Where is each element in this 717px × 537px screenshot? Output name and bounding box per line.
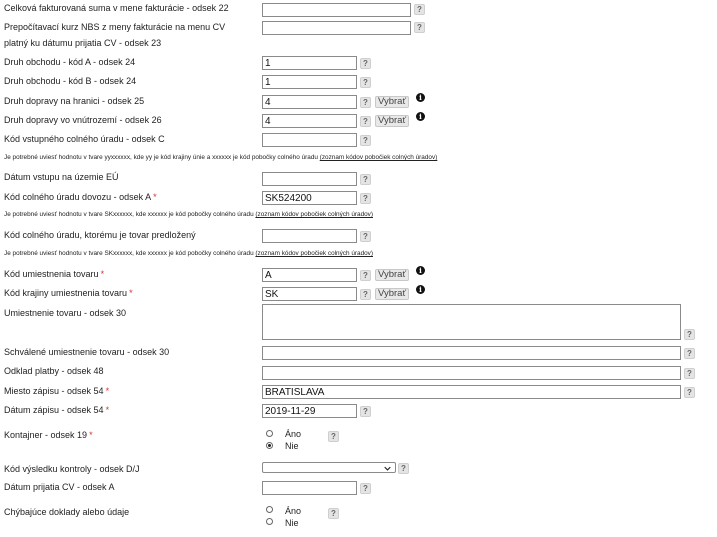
kurz-label-line2: platný ku dátumu prijatia CV - odsek 23 (4, 38, 162, 48)
kontajner-label (4, 430, 93, 441)
umiestnenie-kod-label-text: Kód umiestnenia tovaru (4, 269, 99, 279)
required-mark: * (89, 430, 93, 440)
vstupny-urad-input[interactable] (262, 133, 357, 147)
odklad-help-icon[interactable]: ? (684, 368, 695, 379)
doprava-vnutro-label: Druh dopravy vo vnútrozemí - odsek 26 (4, 115, 162, 125)
datum-zapisu-input[interactable]: 2019-11-29 (262, 404, 357, 418)
urad-predlozeny-label: Kód colného úradu, ktorému je tovar predložený (4, 230, 196, 240)
urad-dovozu-input[interactable]: SK524200 (262, 191, 357, 205)
umiestnenie-kod-choose-button[interactable]: Vybrať (375, 269, 409, 281)
miesto-zapisu-label (4, 386, 109, 397)
schvalene-input[interactable] (262, 346, 681, 360)
hint-note-1-text: Je potrebné uviesť hodnotu v tvare yyxxxxxx, kde yy je kód krajiny únie a xxxxxx je kód pobočky colného úradu (4, 154, 318, 161)
schvalene-help-icon[interactable]: ? (684, 348, 695, 359)
datum-prijatia-help-icon[interactable]: ? (360, 483, 371, 494)
chybajuce-label: Chýbajúce doklady alebo údaje (4, 507, 130, 517)
branch-codes-link-2[interactable]: (zoznam kódov pobočiek colných úradov) (255, 211, 373, 218)
umiestnenie-label: Umiestnenie tovaru - odsek 30 (4, 308, 127, 318)
doprava-vnutro-help-icon[interactable]: ? (360, 116, 371, 127)
druh-a-input[interactable]: 1 (262, 56, 357, 70)
kurz-help-icon[interactable]: ? (414, 22, 425, 33)
vysledok-help-icon[interactable]: ? (398, 463, 409, 474)
krajina-umiestnenia-choose-button[interactable]: Vybrať (375, 288, 409, 300)
required-mark: * (105, 405, 110, 415)
doprava-hranica-label: Druh dopravy na hranici - odsek 25 (4, 96, 145, 106)
urad-predlozeny-input[interactable] (262, 229, 357, 243)
hint-note-2-text: Je potrebné uviesť hodnotu v tvare SKxxxxxx, kde xxxxxx je kód pobočky colného úradu (4, 211, 254, 218)
krajina-umiestnenia-label-text: Kód krajiny umiestnenia tovaru (4, 288, 128, 298)
kontajner-label-text: Kontajner - odsek 19 (4, 430, 88, 440)
celkova-help-icon[interactable]: ? (414, 4, 425, 15)
chybajuce-radio-nie[interactable] (266, 518, 273, 525)
druh-b-help-icon[interactable]: ? (360, 77, 371, 88)
schvalene-label: Schválené umiestnenie tovaru - odsek 30 (4, 347, 170, 357)
krajina-umiestnenia-info-icon[interactable]: i (416, 285, 425, 294)
umiestnenie-textarea[interactable] (262, 304, 681, 340)
kurz-input[interactable] (262, 21, 411, 35)
odklad-label: Odklad platby - odsek 48 (4, 366, 104, 376)
branch-codes-link-3[interactable]: (zoznam kódov pobočiek colných úradov) (255, 250, 373, 257)
doprava-vnutro-input[interactable]: 4 (262, 114, 357, 128)
umiestnenie-kod-help-icon[interactable]: ? (360, 270, 371, 281)
druh-a-help-icon[interactable]: ? (360, 58, 371, 69)
umiestnenie-help-icon[interactable]: ? (684, 329, 695, 340)
hint-note-2 (4, 211, 373, 219)
doprava-vnutro-info-icon[interactable]: i (416, 112, 425, 121)
kurz-label-line1: Prepočítavací kurz NBS z meny fakturácie na menu CV (4, 22, 226, 32)
miesto-zapisu-label-text: Miesto zápisu - odsek 54 (4, 386, 104, 396)
hint-note-3 (4, 250, 373, 258)
hint-note-1 (4, 154, 437, 162)
chybajuce-radio-ano[interactable] (266, 506, 273, 513)
kontajner-radio-ano-label[interactable]: Áno (285, 429, 302, 439)
doprava-hranica-help-icon[interactable]: ? (360, 97, 371, 108)
krajina-umiestnenia-label (4, 288, 133, 299)
required-mark: * (153, 192, 157, 202)
celkova-label: Celková fakturovaná suma v mene fakturácie - odsek 22 (4, 3, 229, 13)
datum-zapisu-help-icon[interactable]: ? (360, 406, 371, 417)
doprava-hranica-choose-button[interactable]: Vybrať (375, 96, 409, 108)
chevron-down-icon (384, 465, 391, 472)
required-mark: * (105, 386, 110, 396)
krajina-umiestnenia-help-icon[interactable]: ? (360, 289, 371, 300)
druh-b-label: Druh obchodu - kód B - odsek 24 (4, 76, 137, 86)
vysledok-label: Kód výsledku kontroly - odsek D/J (4, 464, 140, 474)
chybajuce-radio-nie-label[interactable]: Nie (285, 518, 299, 528)
vstupny-urad-help-icon[interactable]: ? (360, 135, 371, 146)
kontajner-radio-ano[interactable] (266, 430, 273, 437)
druh-a-label: Druh obchodu - kód A - odsek 24 (4, 57, 136, 67)
datum-vstupu-input[interactable] (262, 172, 357, 186)
datum-vstupu-label: Dátum vstupu na územie EÚ (4, 172, 119, 182)
odklad-input[interactable] (262, 366, 681, 380)
umiestnenie-kod-input[interactable]: A (262, 268, 357, 282)
doprava-vnutro-choose-button[interactable]: Vybrať (375, 115, 409, 127)
datum-prijatia-input[interactable] (262, 481, 357, 495)
required-mark: * (129, 288, 133, 298)
krajina-umiestnenia-input[interactable]: SK (262, 287, 357, 301)
urad-dovozu-label (4, 192, 157, 203)
kontajner-radio-nie[interactable] (266, 442, 273, 449)
urad-dovozu-help-icon[interactable]: ? (360, 193, 371, 204)
chybajuce-help-icon[interactable]: ? (328, 508, 339, 519)
chybajuce-radio-ano-label[interactable]: Áno (285, 506, 302, 516)
datum-prijatia-label: Dátum prijatia CV - odsek A (4, 482, 115, 492)
vysledok-select[interactable] (262, 462, 396, 473)
datum-zapisu-label (4, 405, 109, 416)
umiestnenie-kod-info-icon[interactable]: i (416, 266, 425, 275)
vstupny-urad-label: Kód vstupného colného úradu - odsek C (4, 134, 165, 144)
doprava-hranica-input[interactable]: 4 (262, 95, 357, 109)
urad-dovozu-label-text: Kód colného úradu dovozu - odsek A (4, 192, 152, 202)
miesto-zapisu-help-icon[interactable]: ? (684, 387, 695, 398)
kontajner-radio-nie-label[interactable]: Nie (285, 441, 299, 451)
druh-b-input[interactable]: 1 (262, 75, 357, 89)
kontajner-help-icon[interactable]: ? (328, 431, 339, 442)
urad-predlozeny-help-icon[interactable]: ? (360, 231, 371, 242)
required-mark: * (100, 269, 105, 279)
datum-zapisu-label-text: Dátum zápisu - odsek 54 (4, 405, 104, 415)
doprava-hranica-info-icon[interactable]: i (416, 93, 425, 102)
umiestnenie-kod-label (4, 269, 104, 280)
miesto-zapisu-input[interactable]: BRATISLAVA (262, 385, 681, 399)
branch-codes-link-1[interactable]: (zoznam kódov pobočiek colných úradov) (319, 154, 438, 161)
datum-vstupu-help-icon[interactable]: ? (360, 174, 371, 185)
hint-note-3-text: Je potrebné uviesť hodnotu v tvare SKxxxxxx, kde xxxxxx je kód pobočky colného úradu (4, 250, 254, 257)
celkova-input[interactable] (262, 3, 411, 17)
